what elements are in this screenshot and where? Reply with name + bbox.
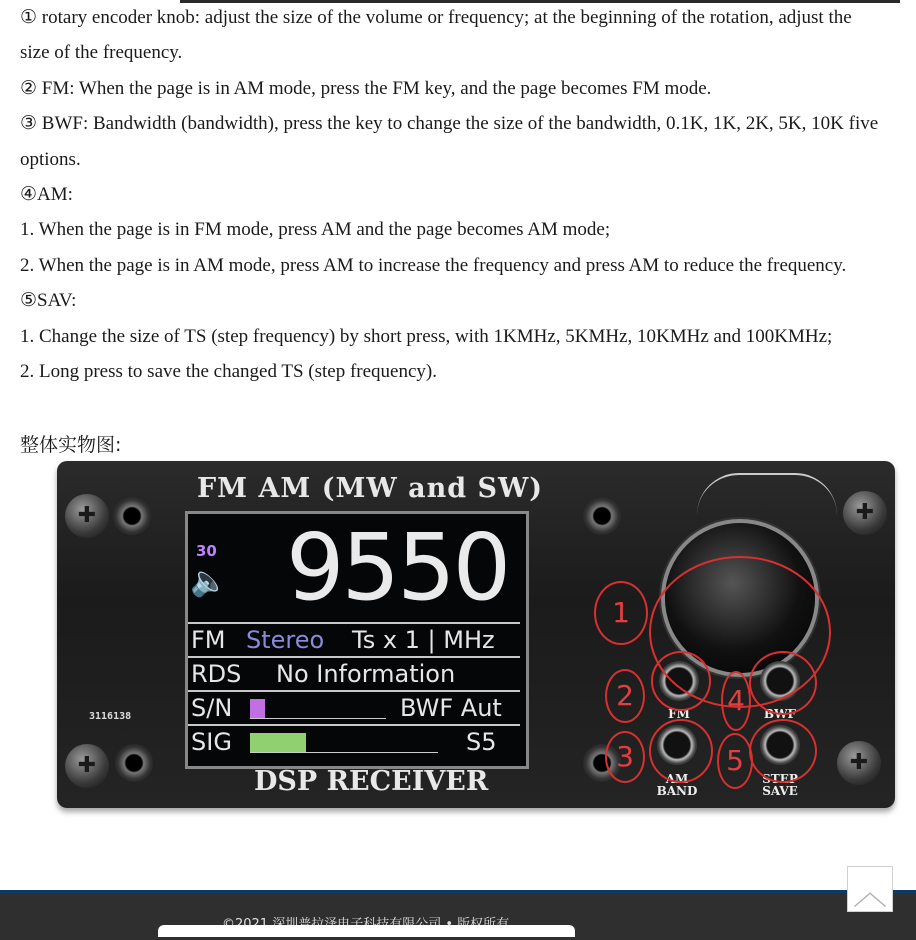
rds-value: No Information (276, 660, 456, 688)
rds-label: RDS (191, 660, 242, 688)
instruction-line: options. (20, 149, 81, 170)
section-heading: 整体实物图: (20, 434, 122, 456)
instruction-line: ② FM: When the page is in AM mode, press the FM key, and the page becomes FM mode. (20, 78, 712, 99)
instruction-line: 2. Long press to save the changed TS (step frequency). (20, 361, 437, 382)
instruction-line: ① rotary encoder knob: adjust the size of the volume or frequency; at the beginning of the rotation, adjust the (20, 7, 852, 28)
volume-level: 30 (196, 542, 217, 560)
am-callout-ring (649, 719, 713, 783)
instruction-line: 2. When the page is in AM mode, press AM to increase the frequency and press AM to reduce the frequency. (20, 255, 847, 276)
lcd-row-rds (188, 656, 520, 690)
save-callout-ring (749, 719, 817, 783)
top-divider (180, 0, 900, 3)
serial-number: 3116138 (89, 711, 132, 722)
instruction-line: 1. Change the size of TS (step frequency) by short press, with 1KMHz, 5KMHz, 10KMHz and 100KMHz; (20, 326, 833, 347)
instruction-line: 1. When the page is in FM mode, press AM and the page becomes AM mode; (20, 219, 611, 240)
bwf-label: BWF Aut (400, 694, 502, 722)
am-band-button-label: AM BAND (656, 772, 698, 798)
jack-icon (583, 497, 621, 535)
sig-bar-track (250, 752, 438, 753)
callout-marker-4: 4 (721, 671, 751, 731)
instruction-line: ④AM: (20, 184, 73, 205)
lcd-row-sig (188, 724, 520, 758)
instruction-line: ⑤SAV: (20, 290, 77, 311)
bwf-button-label: BWF (763, 707, 797, 721)
callout-marker-5: 5 (717, 733, 753, 789)
back-to-top-button[interactable] (847, 866, 893, 912)
sn-bar-track (250, 718, 386, 719)
lcd-row-mode (188, 622, 520, 656)
screw-icon (65, 744, 109, 788)
device-footer: DSP RECEIVER (254, 766, 489, 797)
speaker-icon: 🔈 (190, 564, 228, 599)
device-title: FM AM (MW and SW) (197, 473, 544, 504)
sig-level-bar (250, 733, 306, 753)
mode-label: FM (191, 626, 226, 654)
sig-label: SIG (191, 728, 232, 756)
lcd-screen (185, 511, 529, 769)
jack-icon (113, 497, 151, 535)
screw-icon (843, 491, 887, 535)
sn-level-bar (250, 699, 265, 719)
callout-marker-2: 2 (605, 669, 645, 723)
frequency-display: 9550 (286, 514, 509, 621)
knob-arrow-icon (697, 473, 837, 515)
chevron-up-icon: ︿ (853, 873, 887, 913)
fm-callout-ring (651, 651, 711, 711)
screw-icon (65, 494, 109, 538)
sn-label: S/N (191, 694, 233, 722)
step-label: Ts x 1 | MHz (352, 626, 495, 654)
home-indicator[interactable] (158, 925, 575, 937)
callout-marker-3: 3 (605, 731, 645, 783)
bwf-callout-ring (749, 651, 817, 715)
lcd-row-sn (188, 690, 520, 724)
instruction-line: size of the frequency. (20, 42, 183, 63)
stereo-label: Stereo (246, 626, 325, 654)
instruction-line: ③ BWF: Bandwidth (bandwidth), press the key to change the size of the bandwidth, 0.1K, 1K, 2K, 5K, 10K five (20, 113, 879, 134)
fm-button-label: FM (668, 707, 690, 721)
callout-marker-1: 1 (594, 581, 648, 645)
jack-icon (115, 744, 153, 782)
step-save-button-label: STEP SAVE (762, 772, 798, 798)
screw-icon (837, 741, 881, 785)
sig-value: S5 (466, 728, 497, 756)
product-image (57, 461, 895, 808)
